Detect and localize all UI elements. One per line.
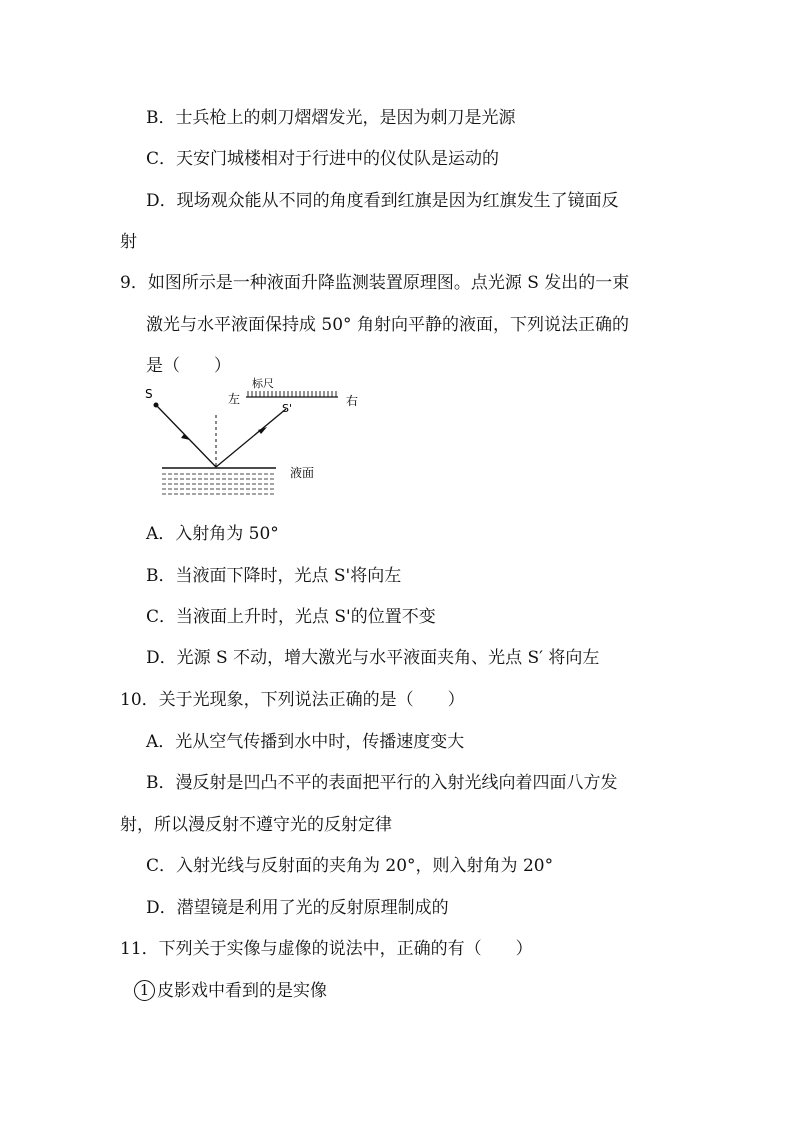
q10-option-d: D．潜望镜是利用了光的反射原理制成的 bbox=[146, 898, 449, 918]
reflected-ray bbox=[216, 409, 286, 467]
label-ruler: 标尺 bbox=[252, 377, 274, 390]
q8-option-d-line2: 射 bbox=[120, 232, 137, 252]
q9-stem-line1: 9．如图所示是一种液面升降监测装置原理图。点光源 S 发出的一束 bbox=[120, 273, 630, 293]
q11-item-1 bbox=[134, 979, 327, 1003]
q8-option-c: C．天安门城楼相对于行进中的仪仗队是运动的 bbox=[146, 149, 500, 169]
q10-option-b-line1: B．漫反射是凹凸不平的表面把平行的入射光线向着四面八方发 bbox=[146, 773, 618, 793]
q11-item-1-text: 皮影戏中看到的是实像 bbox=[157, 981, 327, 1001]
label-right: 右 bbox=[346, 394, 359, 408]
label-s: S bbox=[145, 387, 153, 401]
q10-option-b-line2: 射，所以漫反射不遵守光的反射定律 bbox=[120, 815, 392, 835]
q9-option-b: B．当液面下降时，光点 S'将向左 bbox=[146, 566, 402, 586]
q9-stem-line3: 是（ ） bbox=[146, 356, 231, 376]
q8-option-d-line1: D．现场观众能从不同的角度看到红旗是因为红旗发生了镜面反 bbox=[146, 191, 619, 211]
q10-option-c: C．入射光线与反射面的夹角为 20°，则入射角为 20° bbox=[146, 856, 554, 876]
q10-option-a: A．光从空气传播到水中时，传播速度变大 bbox=[146, 732, 465, 752]
q9-option-a: A．入射角为 50° bbox=[146, 524, 279, 544]
q8-option-b: B．士兵枪上的刺刀熠熠发光，是因为刺刀是光源 bbox=[146, 108, 516, 128]
q11-stem: 11．下列关于实像与虚像的说法中，正确的有（ ） bbox=[120, 939, 533, 959]
label-left: 左 bbox=[228, 392, 241, 406]
q10-stem: 10．关于光现象，下列说法正确的是（ ） bbox=[120, 690, 465, 710]
label-s-prime: S' bbox=[282, 402, 293, 415]
circled-number-1: 1 bbox=[134, 980, 155, 1001]
q9-stem-line2: 激光与水平液面保持成 50° 角射向平静的液面，下列说法正确的 bbox=[146, 315, 629, 335]
label-liquid: 液面 bbox=[290, 466, 315, 480]
q9-option-d: D．光源 S 不动，增大激光与水平液面夹角、光点 S′ 将向左 bbox=[146, 648, 600, 668]
ruler-ticks bbox=[248, 391, 336, 397]
q9-option-c: C．当液面上升时，光点 S'的位置不变 bbox=[146, 607, 436, 627]
q9-diagram bbox=[140, 377, 380, 500]
liquid-hatching bbox=[162, 474, 276, 494]
